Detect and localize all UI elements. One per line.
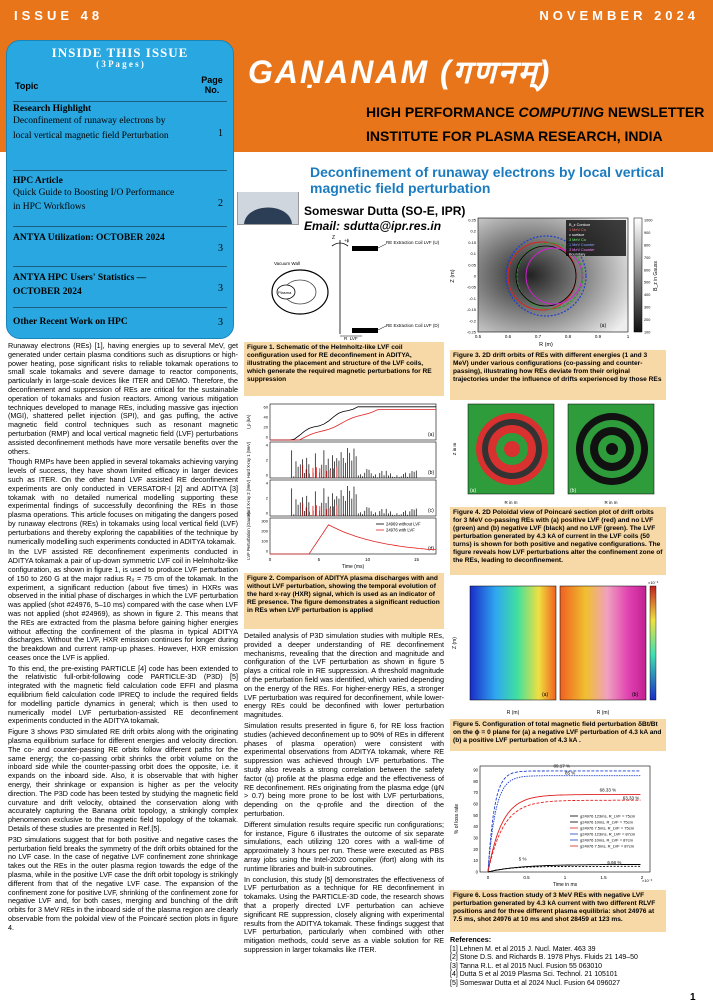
fig2-xtick: 5: [317, 557, 321, 562]
fig2-panel-label: (b): [428, 470, 435, 476]
fig2-ytick: 0: [265, 510, 268, 516]
fig2-ytick: 4: [265, 480, 268, 486]
fig3-ylabel: Z (m): [450, 269, 456, 283]
fig5-xlabel: R (m): [596, 710, 610, 716]
fig2-ytick: 40: [263, 414, 268, 420]
fig3-xtick: 0.5: [474, 334, 482, 339]
toc-divider: [13, 170, 227, 171]
toc-item-antya-stats[interactable]: [13, 271, 227, 299]
newsletter-tagline: [366, 104, 704, 120]
toc-divider: [13, 101, 227, 102]
hxr-comparison-plot: [244, 400, 444, 572]
paragraph: In conclusion, this study [5] demonstrates the effectiveness of LVF perturbation as a technique for RE deconfinement in tokamaks. Using the PARTICLE-3D code, the research shows that a properly directed LVF perturbation can achieve significant RE suppression, closely aligning with experimental results from the ADITYA tokamak. These findings suggest that LVF perturbation, particularly when combined with other mitigation methods, could serve as a viable solution for RE suppression in larger tokamaks like ITER.: [244, 874, 444, 954]
author-name: Someswar Dutta (SO-E, IPR): [304, 204, 466, 218]
references: [450, 936, 670, 989]
newsletter-logo: GAṆANAM (गणनम्): [248, 54, 552, 90]
fig6-legend-item: g24976 10ms, R_LVF = 75cm: [580, 819, 633, 825]
fig3-ytick: -0.25: [466, 329, 476, 335]
fig6-legend-item: g24976 7.5ms, R_LVF = 75cm: [580, 825, 635, 831]
fig2-ytick: 2: [265, 495, 268, 501]
tagline-part: NEWSLETTER: [604, 104, 705, 120]
reference-item: [2] Stone D.S. and Richards B. 1978 Phys. Fluids 21 149–50: [450, 954, 638, 962]
fig3-ytick: 0.05: [468, 262, 476, 268]
tagline-part: HIGH PERFORMANCE: [366, 104, 519, 120]
fig6-ytick: 90: [473, 767, 478, 773]
fig6-xtick: 2: [640, 875, 644, 880]
fig6-annotation: 68.33 %: [599, 787, 617, 793]
paragraph: Figure 3 shows P3D simulated RE drift orbits along with the originating plasma equilibrium surface for different energies and velocity direction. The co- and counter-passing RE orbits follow different paths for the same energy; the co-passing orbit shrinks the orbit volume on the inboard side while the counter-passing orbit does the opposite, i.e. it expands on the inboard side. Also, it is observable that with higher energy, their shrinkage or expansion is higher as per the velocity direction. The P3D code has been tested by studying the magnetic field curvature and drift velocity, obtained the conservation along with accurately capturing the Banana orbit topology, a strikingly complex phenomenon exclusive to the magnetic field topology of the tokamak. Details of these studies are presented in Ref.[5].: [8, 727, 238, 834]
fig2-ytick: 20: [263, 424, 268, 430]
fig6-xtick: 0.5: [523, 875, 530, 880]
page-number: 1: [690, 992, 696, 1003]
figure-3: [450, 214, 660, 348]
fig2-panel-frame: [270, 442, 436, 478]
figure-1: [262, 232, 442, 340]
fig6-annotation: 5 %: [518, 856, 527, 862]
fig3-cbar-tick: 700: [644, 255, 651, 260]
toc-item-other-work[interactable]: [13, 317, 227, 327]
fig2-panel-label: (d): [428, 546, 435, 552]
fig3-cbar-tick: 1000: [644, 218, 653, 223]
fig6-ytick: 60: [473, 801, 478, 807]
fig2-panel-frame: [270, 480, 436, 516]
article-column-1: [8, 342, 238, 970]
page-header: Page No.: [201, 75, 223, 95]
fig3-xtick: 1: [626, 334, 630, 339]
fig1-coil-top-label: RE Extraction Coil LVF (U): [386, 240, 440, 245]
fig3-panel-label: (a): [600, 323, 607, 329]
fig6-ytick: 40: [473, 824, 478, 830]
reference-item: [3] Tanna R.L. et al 2015 Nucl. Fusion 55 063010: [450, 962, 603, 970]
fig6-ytick: 50: [473, 812, 478, 818]
fig3-legend-item: c surface: [569, 233, 585, 237]
fig2-ytick: 300: [261, 518, 268, 524]
fig2-legend-item: 24969 without LVF: [386, 521, 421, 527]
figure-6-caption: Figure 6. Loss fraction study of 3 MeV REs with negative LVF perturbation generated by 4.3 kA current with two different RLVF positions and for three different plasma equilibria: shot 24976 at 7.5 ms, shot 24976 at 10 ms and shot 28459 at 123 ms.: [450, 890, 666, 932]
fig1-z-label: Z: [332, 235, 336, 241]
fig3-cbar-tick: 200: [644, 318, 651, 323]
paragraph: Different simulation results require specific run configurations; for instance, Figure 6 illustrates the outcome of six separate simulations, each utilizing 120 cores with a wall-time of approximately 3 hours per run. These were executed as PBS array jobs using the Intel-2020 compiler (ifort) along with its runtime libraries and built-in subroutines.: [244, 819, 444, 873]
fig3-xtick: 0.6: [504, 334, 512, 339]
fig2-xtick: 0: [268, 557, 272, 562]
fig1-vessel-label: Vacuum Wall: [274, 261, 301, 266]
fig3-cbar-tick: 500: [644, 280, 651, 285]
paragraph: Though RMPs have been applied in several tokamaks achieving varying levels of success, they have shown limited efficacy in larger devices such as ITER. On the other hand LVF assisted RE deconfinement experiments are only conducted in VERSATOR-I [2] and ADITYA [3] tokamak with no detailed numerical modelling supporting these experimental findings of successfully deconfining the REs in those plasma operations. This article focuses on mitigating the dangers posed by runaway electrons (REs) in tokamaks using local vertical field (LVF) perturbations and thereby exploring the capabilities of the technique by numerically modelling such experiments conducted in ADITYA tokamak.: [8, 457, 238, 546]
inside-issue-box: [6, 40, 234, 339]
fig2-ytick: 4: [265, 442, 268, 448]
fig3-cbar-label: B_z in Gauss: [653, 261, 659, 291]
fig2-ytick: 0: [265, 548, 268, 554]
toc-item-hpc-article[interactable]: [13, 176, 227, 214]
figure-3-caption: Figure 3. 2D drift orbits of REs with different energies (1 and 3 MeV) under various configurations (co-passing and counter-passing), illustrating how REs deviate from their original trajectories under the influence of drifts experienced by those REs: [450, 350, 666, 400]
fig6-xtick: 1: [563, 875, 567, 880]
figure-1-caption: Figure 1. Schematic of the Helmholtz-like LVF coil configuration used for RE deconfinement in ADITYA, illustrating the placement and structure of the LVF coils, which generate the required magnetic perturbations for RE suppression: [244, 342, 444, 396]
toc-item-page: 3: [218, 317, 223, 328]
fig4-panel-label: (b): [570, 488, 577, 494]
fig1-plasma-label: Plasma: [278, 290, 292, 295]
toc-divider: [13, 307, 227, 308]
figure-4: [450, 402, 666, 506]
fig6-ytick: 70: [473, 790, 478, 796]
figure-6: [450, 760, 666, 888]
fig2-xlabel: Time (ms): [341, 564, 365, 570]
fig2-ytick: 60: [263, 404, 268, 410]
fig3-xtick: 0.8: [564, 334, 572, 339]
references-title: References:: [450, 935, 492, 944]
article-column-2: [244, 632, 444, 970]
fig1-coil-bottom-label: RE Extraction Coil LVF (D): [386, 323, 440, 328]
fig6-legend-item: g24976 123ms, R_LVF = 75cm: [580, 813, 636, 819]
toc-item-page: 1: [218, 128, 223, 139]
fig2-xtick: 10: [365, 557, 371, 562]
figure-5: [450, 578, 666, 718]
fig2-ylabel: Hard X-ray 2 (MeV): [246, 479, 251, 517]
toc-item-page: 2: [218, 198, 223, 209]
fig2-ytick: 0: [265, 472, 268, 478]
inside-title: INSIDE THIS ISSUE: [51, 45, 189, 60]
fig3-ytick: 0.1: [470, 251, 476, 257]
fig1-rlvf-label: R_LVF: [344, 336, 358, 340]
fig2-ytick: 100: [261, 538, 268, 544]
fig5-cbar-exp: ×10⁻³: [648, 580, 659, 585]
fig5-xlabel: R (m): [506, 710, 520, 716]
fig3-cbar-tick: 800: [644, 243, 651, 248]
fig5-panel-label: (b): [632, 692, 639, 698]
fig6-xtick: 1.5: [600, 875, 607, 880]
fig6-legend-item: g24976 7.5ms, R_LVF = 87cm: [580, 843, 635, 849]
fig6-annotation: 6.66 %: [607, 860, 622, 866]
fig6-ytick: 30: [473, 835, 478, 841]
figure-4-caption: Figure 4. 2D Poloidal view of Poincaré section plot of drift orbits for 3 MeV co-passing REs with (a) positive LVF (red) and no LVF (green) and (b) negative LVF (black) and no LVF (green). The LVF perturbation generated by 4.3 kA of current in the LVF coils (50 turns) is shown for both positive and negative configurations. The figure reveals how LVF perturbations alter the confinement zone of the REs, leading to deconfinement.: [450, 507, 666, 575]
fig6-legend-item: g24976 123ms, R_LVF = 87cm: [580, 831, 636, 837]
institute-name: INSTITUTE FOR PLASMA RESEARCH, INDIA: [366, 128, 663, 144]
article-title-box: [236, 152, 666, 196]
poincare-plot: [450, 402, 666, 506]
toc-divider: [13, 266, 227, 267]
reference-item: [5] Someswar Dutta et al 2024 Nucl. Fusion 64 096027: [450, 979, 621, 987]
fig2-ylabel: LVF Perturbation (Gauss): [246, 512, 251, 560]
fig4-xlabel: R in m: [504, 500, 518, 505]
fig3-ytick: -0.2: [469, 318, 476, 324]
paragraph: In the LVF assisted RE deconfinement experiments conducted in ADITYA tokamak a pair of up-down symmetric LVF coil in Helmholtz-like configuration, as shown in figure 1, is used to produce LVF perturbation of 150 to 260 G at the major radius R₀ = 75 cm of the tokamak. In the experiment, a significant reduction (about five times) in HXRs was observed in the initial phase of discharges in which the LVF perturbation was applied (shot #24976, 5–10 ms) compared with the case when LVF was not applied (shot #24969), as shown in figure 2. This means that the REs are extracted from the plasma before gaining higher energies without affecting the confinement of the plasma in typical ADITYA discharges. Without the LVF, HXR emission continues for longer during the breakdown and current ramp-up phases. However, HXR emission ceases once the LVF is applied.: [8, 547, 238, 662]
author-email[interactable]: Email: sdutta@ipr.res.in: [304, 219, 442, 233]
fig6-annotation: 63.33 %: [622, 795, 640, 801]
fig6-legend-item: g24976 10ms, R_LVF = 87cm: [580, 837, 633, 843]
reference-item: [1] Lehnen M. et al 2015 J. Nucl. Mater. 463 39: [450, 945, 596, 953]
fig2-ytick: 200: [261, 528, 268, 534]
fig3-cbar-tick: 600: [644, 268, 651, 273]
fig2-panel-label: (c): [428, 508, 434, 514]
toc-item-title: Research Highlight: [13, 104, 92, 114]
fig3-xlabel: R (m): [539, 342, 553, 348]
fig3-xtick: 0.7: [534, 334, 542, 339]
paragraph: P3D simulations suggest that for both positive and negative cases the perturbation field breaks the symmetry of the drift orbits obtained for the no LVF case. In the case of negative LVF confinement zone shrinkage takes out the REs in the outer plasma region towards the edge of the plasma, while in the positive LVF case the drift orbit topology is strikingly different from that of the negative LVF case. The expansion of the confinement zone for positive LVF, shrinking of the confinement zone for negative LVF and, for both cases, merging and bunching of the drift orbits for 3 MeV REs in the inboard side of the plasma region are clearly observable from the poloidal view of the Poincaré section plots in figure 4.: [8, 834, 238, 932]
fig3-ytick: 0.2: [470, 228, 476, 234]
fig3-ytick: 0.15: [468, 239, 476, 245]
figure-2: [244, 400, 444, 572]
inside-subtitle: ( 3 P a g e s ): [96, 59, 144, 69]
fig6-ytick: 20: [473, 846, 478, 852]
fig3-legend-item: 3 MeV Counter: [569, 248, 595, 252]
fig2-ytick: 0: [265, 434, 268, 440]
fig3-legend-item: Boundary: [569, 252, 586, 257]
reference-item: [4] Dutta S et al 2019 Plasma Sci. Technol. 21 105101: [450, 971, 618, 979]
fig6-ylabel: % of loss rate: [454, 803, 460, 835]
fig6-xlabel: Time in ms: [552, 882, 578, 888]
fig3-ytick: -0.05: [466, 284, 476, 290]
fig3-cbar-tick: 900: [644, 230, 651, 235]
fig6-ytick: 0: [475, 869, 478, 875]
toc-item-research[interactable]: [13, 104, 227, 144]
toc-item-text: Quick Guide to Boosting I/O Performance in HPC Workflows: [13, 188, 175, 212]
fig6-ytick: 80: [473, 778, 478, 784]
toc-item-text: Deconfinement of runaway electrons by local vertical magnetic field Perturbation: [13, 116, 169, 141]
toc-item-antya-util[interactable]: [13, 231, 227, 254]
toc-item-title: ANTYA HPC Users' Statistics — OCTOBER 2024: [13, 273, 147, 297]
fig6-xexp: ×10⁻³: [642, 878, 653, 883]
toc-item-title: HPC Article: [13, 176, 63, 186]
fig3-legend-item: 1 MeV Counter: [569, 243, 595, 247]
fig2-ylabel: I_p (kA): [246, 414, 251, 430]
fig3-cbar-tick: 100: [644, 330, 651, 335]
perturbation-map: [450, 578, 666, 718]
fig3-ytick: -0.1: [469, 295, 476, 301]
fig2-panel-label: (a): [428, 432, 435, 438]
fig3-cbar-tick: 400: [644, 293, 651, 298]
toc-item-page: 3: [218, 283, 223, 294]
fig2-xtick: 15: [413, 557, 419, 562]
topic-header: Topic: [15, 81, 39, 91]
issue-number: ISSUE 48: [14, 8, 104, 23]
fig4-ylabel: Z in m: [452, 442, 457, 456]
fig3-legend-item: 3 MeV Co: [569, 238, 586, 242]
figure-5-caption: Figure 5. Configuration of total magnetic field perturbation δBt/Bt on the ϕ = 0 plane for (a) a negative LVF perturbation of 4.3 kA and (b) a positive LVF perturbation of 4.3 kA .: [450, 719, 666, 751]
fig3-ytick: 0: [473, 273, 476, 279]
drift-orbit-plot: [450, 214, 660, 348]
toc-item-title: Other Recent Work on HPC: [13, 317, 128, 327]
fig3-legend-item: B_z Contour: [569, 223, 591, 227]
fig6-annotation: 89.17 %: [553, 763, 570, 769]
toc-item-page: 3: [218, 243, 223, 254]
fig6-xtick: 0: [486, 875, 490, 880]
lvf-coil-schematic: [262, 232, 442, 340]
figure-2-caption: Figure 2. Comparison of ADITYA plasma discharges with and without LVF perturbation, showing the temporal evolution of the hard x-ray (HXR) signal, which is used as an indicator of RE presence. The figure demonstrates a significant reduction in REs when LVF perturbation is applied: [244, 573, 444, 629]
fig1-phi-label: +ϕ: [344, 238, 350, 243]
fig3-ytick: 0.25: [468, 217, 476, 223]
article-title: Deconfinement of runaway electrons by local vertical magnetic field perturbation: [310, 164, 664, 196]
fig5-panel-label: (a): [542, 692, 549, 698]
fig3-legend-item: 1 MeV Co: [569, 228, 586, 232]
paragraph: To this end, the pre-existing PARTICLE [4] code has been extended to the relativistic full-orbit-following code PARTICLE-3D (P3D) [5] integrated with the magnetic field calculation code EFFI and plasma equilibrium field calculation code IPREQ to include the required fields for modelling particle dynamics in general; which is then used to numerically model LVF perturbation-assisted RE deconfinement experiments conducted in the ADITYA tokamak.: [8, 663, 238, 726]
fig4-xlabel: R in m: [604, 500, 618, 505]
loss-fraction-chart: [450, 760, 666, 888]
fig4-panel-label: (a): [470, 488, 477, 494]
issue-date: NOVEMBER 2024: [539, 8, 699, 23]
top-banner: [0, 0, 713, 34]
paragraph: Detailed analysis of P3D simulation studies with multiple REs, provided a deeper understanding of RE deconfinement mechanisms, revealing that the direction and magnitude and configuration of the LVF perturbation as shown in figure 5 plays a critical role in RE suppression. A threshold magnitude of the perturbation field was identified, which varied depending on the energy of the REs. For higher-energy REs, a stronger LVF perturbation was required for deconfinement, while lower-energy REs could be deconfined with lower perturbation magnitudes.: [244, 632, 444, 720]
toc-item-title: ANTYA Utilization: OCTOBER 2024: [13, 233, 165, 243]
fig2-legend-item: 24976 with LVF: [386, 527, 415, 533]
paragraph: Simulation results presented in figure 6, for RE loss fraction studies (achieved deconfinement up to 90% of REs in different phases of plasma operation) were consistent with experimental observations from ADITYA tokamak, where RE suppression was achieved through LVF perturbations. The study also reveals a strong correlation between the safety factor (q) profile at the plasma edge and the effectiveness of RE deconfinement. REs originating from the plasma edge (ψN > 0.7) being more prone to be lost with LVF perturbations, depending on the q-profile and the direction of the perturbation.: [244, 720, 444, 818]
toc-divider: [13, 226, 227, 227]
tagline-italic: COMPUTING: [518, 104, 605, 120]
fig3-cbar-tick: 300: [644, 305, 651, 310]
fig2-ylabel: Hard X-ray 1 (MeV): [246, 441, 251, 479]
fig6-annotation: 85 %: [565, 770, 576, 776]
fig6-ytick: 10: [473, 858, 478, 864]
fig5-ylabel: Z (m): [452, 637, 458, 649]
fig3-ytick: -0.15: [466, 307, 476, 313]
fig3-xtick: 0.9: [594, 334, 602, 339]
fig2-ytick: 2: [265, 457, 268, 463]
paragraph: Runaway electrons (REs) [1], having energies up to several MeV, get generated under certain plasma conditions such as disruptions or high-power heating, pose significant risks to reliable tokamak operations to small scale tokamaks and severe damage to reactor components, particularly in large-scale devices like ITER and DEMO. Therefore, the deconfinement and suppression of REs are critical for the sustainable operation of tokamaks and fusion reactors. Among various mitigation techniques developed to manage REs, including massive gas injection (MGI), shattered pellet injection (SPI), and gas puffing, the active magnetic field control techniques such as resonant magnetic perturbation (RMP) and local vertical magnetic field (LVF) perturbations assisted deconfinement methods have more versatile benefits over the others.: [8, 342, 238, 456]
